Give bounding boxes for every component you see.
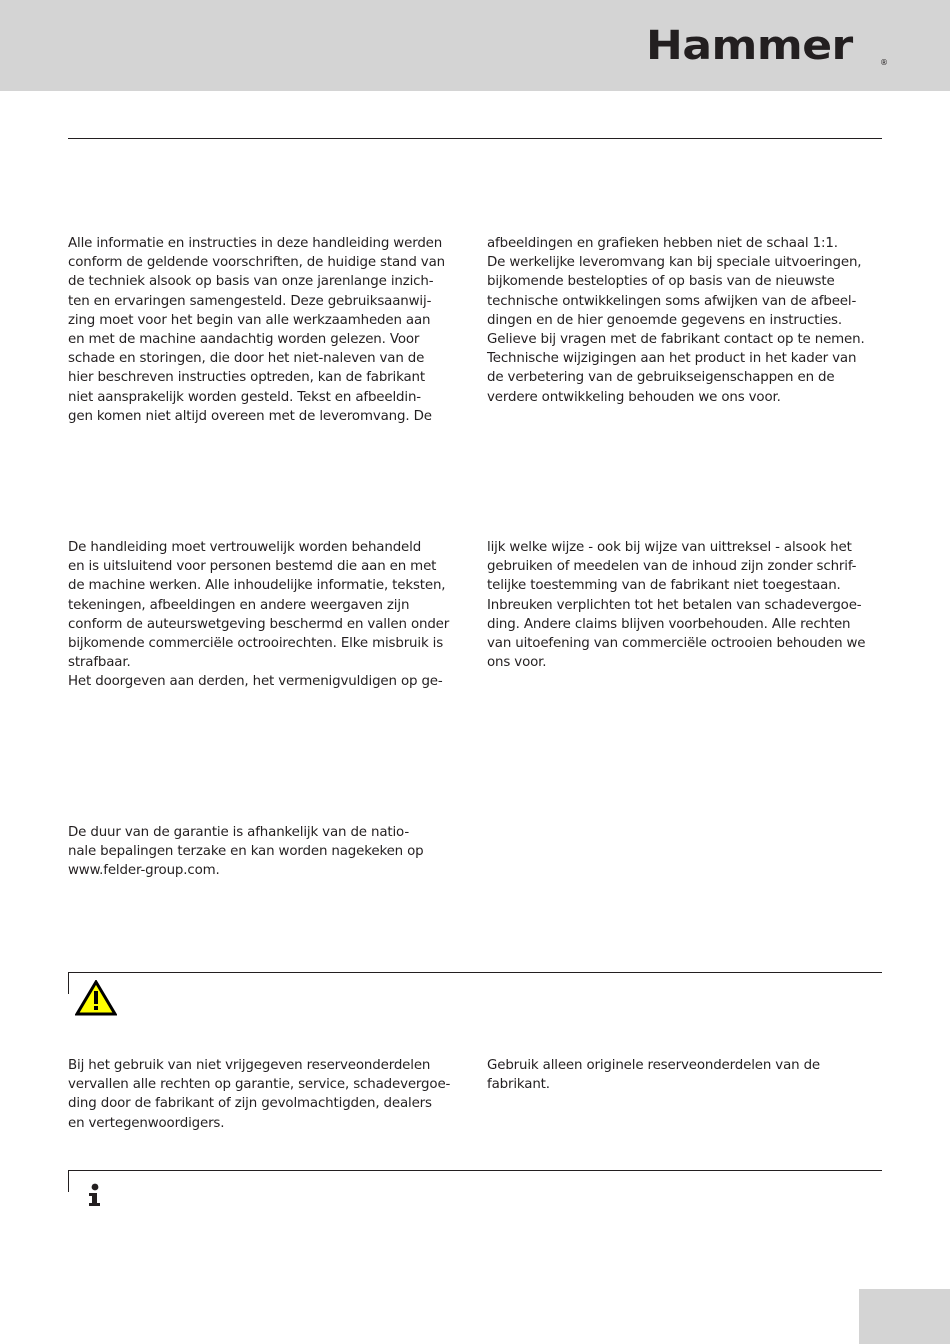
page-number-tab	[859, 1289, 950, 1344]
info-box-rule	[68, 1170, 882, 1171]
info-icon	[87, 1183, 103, 1207]
spare-parts-right-text: Gebruik alleen originele reserveonderdelen van de fabrikant.	[487, 1058, 821, 1093]
warning-box-rule	[68, 972, 882, 973]
top-divider	[68, 138, 882, 139]
spare-parts-left-text: Bij het gebruik van niet vrijgegeven reserveonderdelen vervallen alle rechten op garantie, service, schadevergoe- ding door de fabrikant of zijn gevolmachtigden, dealers en vertegenwoordigers.	[68, 1058, 451, 1131]
warning-box-tick	[68, 972, 69, 994]
general-info-left-text: Alle informatie en instructies in deze handleiding werden conform de geldende voorschriften, de huidige stand van de techniek alsook op basis van onze jarenlange inzich- ten en ervaringen samengesteld. Deze gebruiksaanwij- zing moet voor het begin van alle werkzaamheden aan en met de machine aandachtig worden gelezen. Voor schade en storingen, die door het niet-naleven van de hier beschreven instructies optreden, kan de fabrikant niet aansprakelijk worden gesteld. Tekst en afbeeldin- gen komen niet altijd overeen met de leveromvang. De	[68, 236, 445, 424]
info-box-tick	[68, 1170, 69, 1192]
copyright-left-text: De handleiding moet vertrouwelijk worden behandeld en is uitsluitend voor personen bestemd die aan en met de machine werken. Alle inhoudelijke informatie, teksten, tekeningen, afbeeldingen en andere weergaven zijn conform de auteurswetgeving beschermd en vallen onder bijkomende commerciële octrooirechten. Elke misbruik is strafbaar. Het doorgeven aan derden, het vermenigvuldigen op ge-	[68, 540, 450, 690]
registered-mark: ®	[880, 58, 888, 67]
brand-logo: Hammer	[646, 22, 853, 69]
warning-icon	[75, 980, 117, 1016]
general-info-right-text: afbeeldingen en grafieken hebben niet de schaal 1:1. De werkelijke leveromvang kan bij speciale uitvoeringen, bijkomende bestelopties of op basis van de nieuwste technische ontwikkelingen soms afwijken van de afbeel- dingen en de hier genoemde gegevens en instructies. Gelieve bij vragen met de fabrikant contact op te nemen. Technische wijzigingen aan het product in het kader van de verbetering van de gebruikseigenschappen en de verdere ontwikkeling behouden we ons voor.	[487, 236, 865, 405]
copyright-right-text: lijk welke wijze - ook bij wijze van uittreksel - alsook het gebruiken of meedelen van de inhoud zijn zonder schrif- telijke toestemming van de fabrikant niet toegestaan. Inbreuken verplichten tot het betalen van schadevergoe- ding. Andere claims blijven voorbehouden. Alle rechten van uitoefening van commerciële octrooien behouden we ons voor.	[487, 540, 866, 671]
warranty-text: De duur van de garantie is afhankelijk van de natio- nale bepalingen terzake en kan worden nagekeken op www.felder-group.com.	[68, 825, 424, 879]
